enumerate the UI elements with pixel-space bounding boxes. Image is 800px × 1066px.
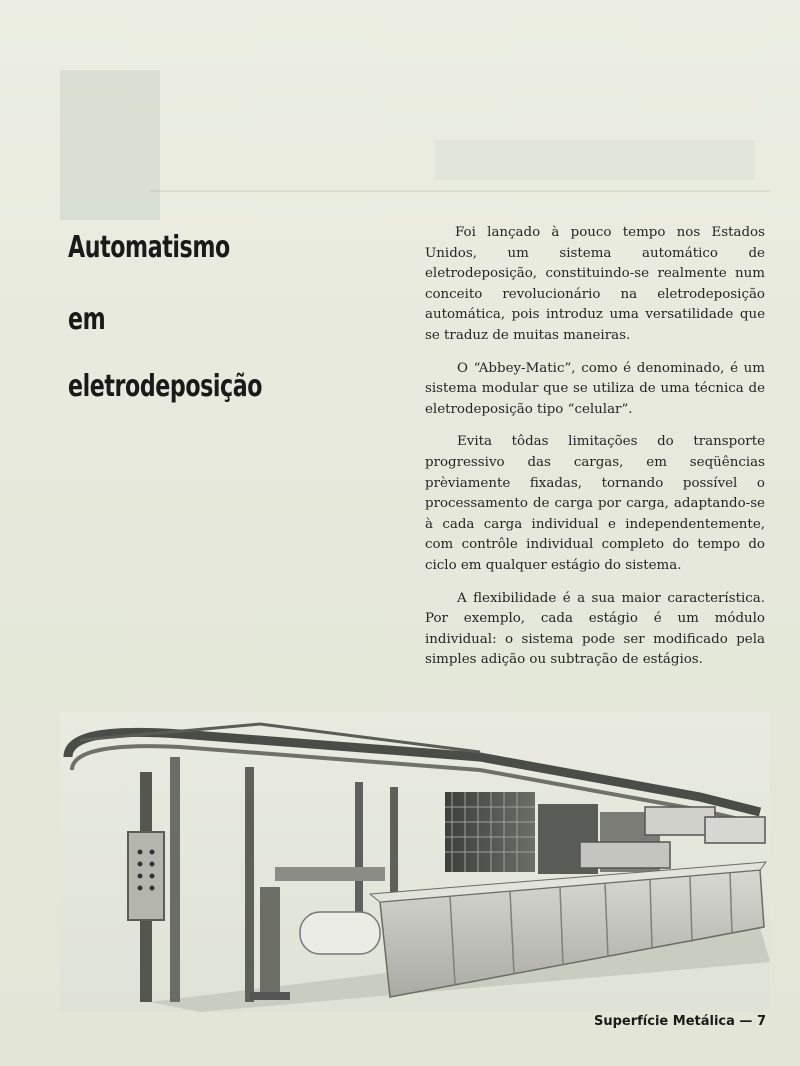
show-through-rule [150,190,770,192]
show-through-block [60,70,160,220]
paragraph-1: Foi lançado à pouco tempo nos Estados Unidos, um sistema automático de eletrodeposição, constituindo-se realmente num conceito revolucionário na eletrodeposição automática, pois introduz uma versatilidade que se traduz de muitas maneiras. [425,225,765,343]
electroplating-machine-photo [60,712,770,1012]
article-body [425,223,765,683]
page-footer [594,1014,766,1029]
title-line-3: eletrodeposição [68,369,263,404]
title-line-2: em [68,302,106,337]
page-number: 7 [756,1014,766,1029]
footer-separator: — [739,1014,753,1029]
paragraph-3: Evita tôdas limitações do transporte progressivo das cargas, em seqüências prèviamente fixadas, tornando possível o processamento de carga por carga, adaptando-se à cada carga individual e independentemente, com contrôle individual completo do tempo do ciclo em qualquer estágio do sistema. [425,434,765,573]
publication-name: Superfície Metálica [593,1014,735,1029]
paragraph-2: O “Abbey-Matic”, como é denominado, é um sistema modular que se utiliza de uma técnica de eletrodeposição tipo “celular”. [425,360,765,417]
paragraph-4: A flexibilidade é a sua maior característica. Por exemplo, cada estágio é um módulo individual: o sistema pode ser modificado pela simples adição ou subtração de estágios. [425,590,765,668]
title-line-1: Automatismo [68,230,230,265]
show-through-header [435,140,755,180]
